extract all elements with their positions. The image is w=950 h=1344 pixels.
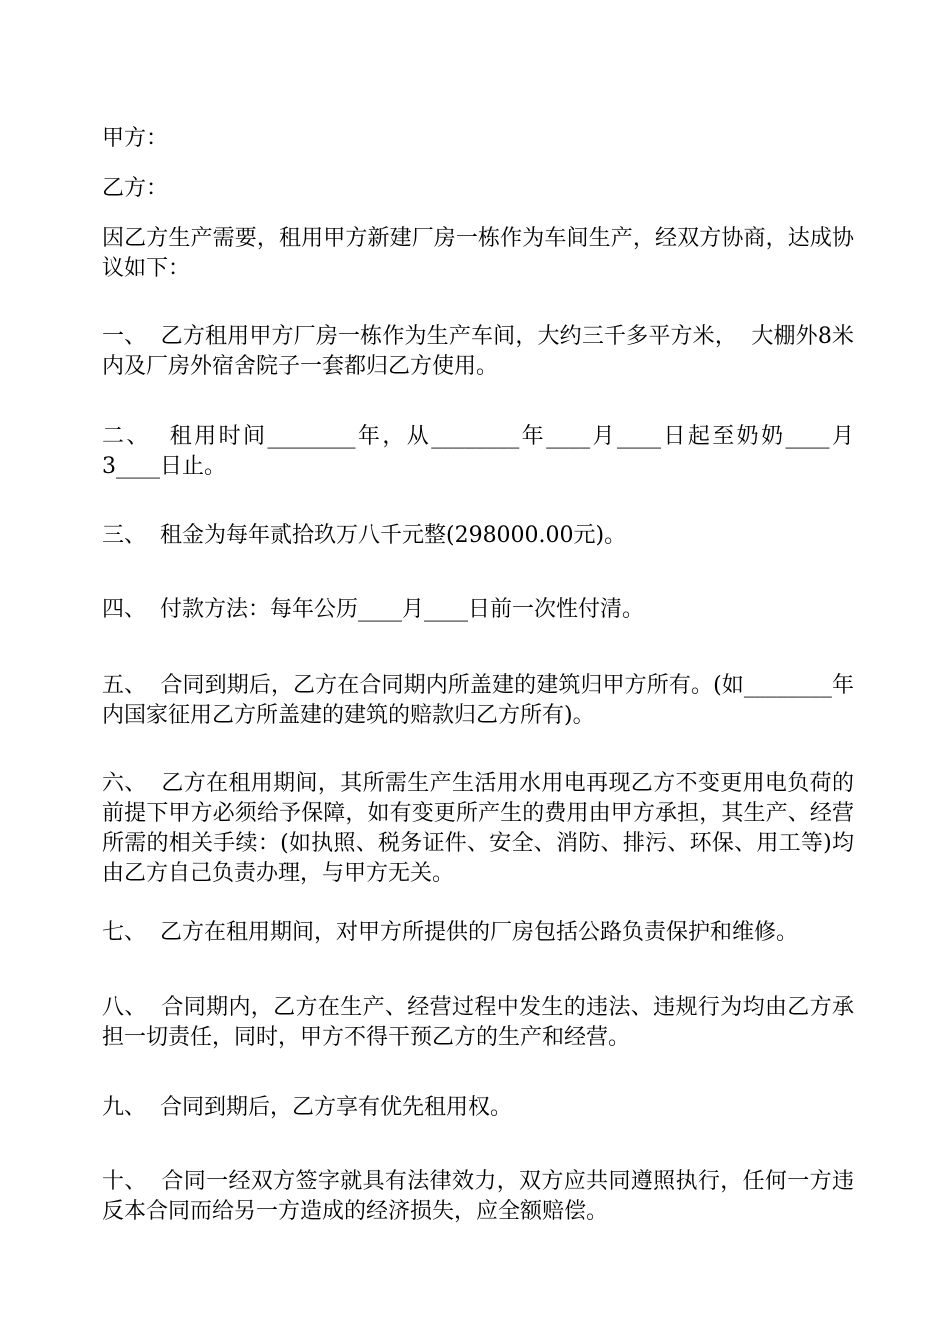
clause-7: 七、 乙方在租用期间，对甲方所提供的厂房包括公路负责保护和维修。 [102,920,798,945]
clause-1: 一、 乙方租用甲方厂房一栋作为生产车间，大约三千多平方米， 大棚外8米内及厂房外宿舍院子一套都归乙方使用。 [102,324,854,379]
clause-4: 四、 付款方法：每年公历____月____日前一次性付清。 [102,597,644,622]
party-b-label: 乙方： [102,176,169,201]
agreement-intro: 因乙方生产需要，租用甲方新建厂房一栋作为车间生产，经双方协商，达成协议如下： [102,226,854,281]
clause-8: 八、 合同期内，乙方在生产、经营过程中发生的违法、违规行为均由乙方承担一切责任，同时，甲方不得干预乙方的生产和经营。 [102,995,854,1050]
clause-5: 五、 合同到期后，乙方在合同期内所盖建的建筑归甲方所有。(如________年内国家征用乙方所盖建的建筑的赔款归乙方所有)。 [102,673,854,728]
clause-9: 九、 合同到期后，乙方享有优先租用权。 [102,1095,512,1120]
clause-6: 六、 乙方在租用期间，其所需生产生活用水用电再现乙方不变更用电负荷的前提下甲方必须给予保障，如有变更所产生的费用由甲方承担，其生产、经营所需的相关手续：(如执照、税务证件、安全、消防、排污、环保、用工等)均由乙方自己负责办理，与甲方无关。 [102,771,854,886]
clause-2: 二、 租用时间________年，从________年____月____日起至奶奶____月3____日止。 [102,424,854,479]
clause-3: 三、 租金为每年贰拾玖万八千元整(298000.00元)。 [102,523,627,548]
clause-10: 十、 合同一经双方签字就具有法律效力，双方应共同遵照执行，任何一方违反本合同而给另一方造成的经济损失，应全额赔偿。 [102,1169,854,1224]
party-a-label: 甲方： [102,126,169,151]
